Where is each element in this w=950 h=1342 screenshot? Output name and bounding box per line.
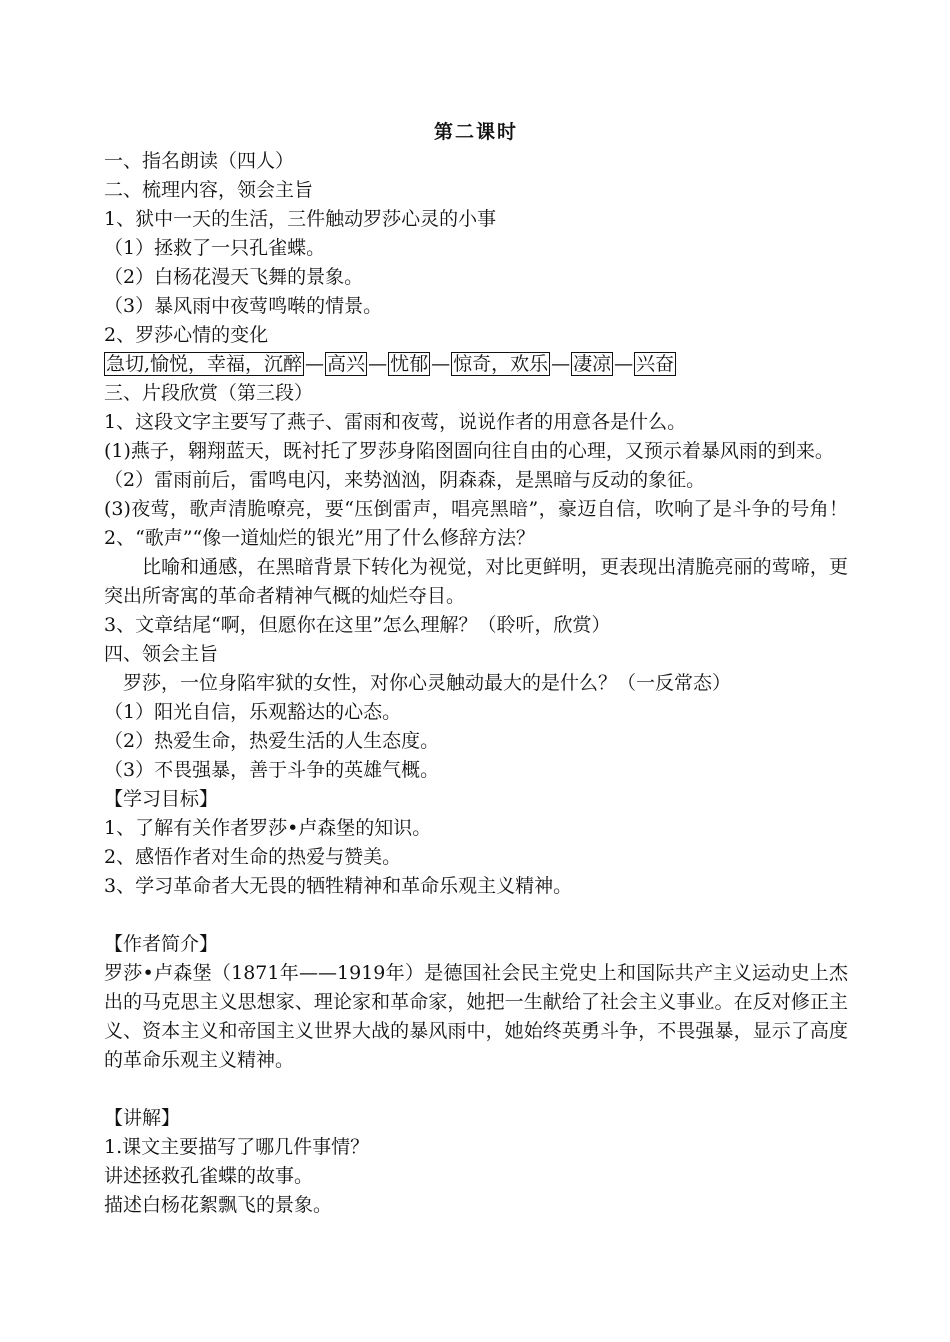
flow-dash: —: [614, 353, 634, 375]
explain-item: 描述白杨花絮飘飞的景象。: [104, 1194, 333, 1216]
mood-box: 兴奋: [636, 353, 675, 375]
section-3-question-1: 1、这段文字主要写了燕子、雷雨和夜莺，说说作者的用意各是什么。: [104, 411, 687, 433]
document-page: [104, 118, 848, 1220]
section-4-question: 罗莎，一位身陷牢狱的女性，对你心灵触动最大的是什么？（一反常态）: [123, 672, 732, 694]
goal-item: 2、感悟作者对生命的热爱与赞美。: [104, 846, 402, 868]
flow-dash: —: [551, 353, 571, 375]
section-4-heading: 四、领会主旨: [104, 643, 219, 665]
flow-dash: —: [368, 353, 388, 375]
list-item: （2）热爱生命，热爱生活的人生态度。: [104, 730, 440, 752]
section-3-question-3: 3、文章结尾“啊，但愿你在这里”怎么理解？（聆听，欣赏）: [104, 614, 611, 636]
list-item: （1）阳光自信，乐观豁达的心态。: [104, 701, 402, 723]
author-heading: 【作者简介】: [104, 933, 219, 955]
explain-item: 讲述拯救孔雀蝶的故事。: [104, 1165, 314, 1187]
list-item: （3）不畏强暴，善于斗争的英雄气概。: [104, 759, 440, 781]
answer-paragraph: (3)夜莺，歌声清脆嘹亮，要“压倒雷声，唱亮黑暗”，豪迈自信，吹响了是斗争的号角！ 2、“歌声”“像一道灿烂的银光”用了什么修辞方法？: [104, 498, 848, 549]
section-3-heading: 三、片段欣赏（第三段）: [104, 382, 314, 404]
list-item: （2）白杨花漫天飞舞的景象。: [104, 266, 364, 288]
mood-box: 凄凉: [573, 353, 612, 375]
explain-item: 1.课文主要描写了哪几件事情？: [104, 1136, 370, 1158]
author-paragraph: 罗莎•卢森堡（1871年——1919年）是德国社会民主党史上和国际共产主义运动史上杰出的马克思主义思想家、理论家和革命家，她把一生献给了社会主义事业。在反对修正主义、资本主义和帝国主义世界大战的暴风雨中，她始终英勇斗争，不畏强暴，显示了高度的革命乐观主义精神。: [104, 962, 848, 1071]
mood-flow: [104, 350, 848, 379]
section-2-point-2: 2、罗莎心情的变化: [104, 324, 269, 346]
flow-dash: —: [305, 353, 325, 375]
mood-box: 忧郁: [390, 353, 429, 375]
list-item: （3）暴风雨中夜莺鸣啭的情景。: [104, 295, 383, 317]
section-2-heading: 二、梳理内容，领会主旨: [104, 179, 314, 201]
spacer: [104, 1075, 848, 1104]
answer-paragraph: （2）雷雨前后，雷鸣电闪，来势汹汹，阴森森，是黑暗与反动的象征。: [104, 469, 706, 491]
spacer: [104, 901, 848, 930]
mood-box: 高兴: [327, 353, 366, 375]
list-item: （1）拯救了一只孔雀蝶。: [104, 237, 326, 259]
explain-heading: 【讲解】: [104, 1107, 181, 1129]
mood-box: 急切,愉悦，幸福，沉醉: [106, 353, 303, 375]
answer-paragraph: (1)燕子，翱翔蓝天，既衬托了罗莎身陷囹圄向往自由的心理，又预示着暴风雨的到来。: [104, 440, 834, 462]
section-1-heading: 一、指名朗读（四人）: [104, 150, 295, 172]
flow-dash: —: [431, 353, 451, 375]
lesson-title: 第二课时: [433, 121, 518, 143]
goal-item: 3、学习革命者大无畏的牺牲精神和革命乐观主义精神。: [104, 875, 573, 897]
mood-box: 惊奇，欢乐: [453, 353, 549, 375]
section-2-point-1: 1、狱中一天的生活，三件触动罗莎心灵的小事: [104, 208, 497, 230]
goal-item: 1、了解有关作者罗莎•卢森堡的知识。: [104, 817, 432, 839]
answer-paragraph: 比喻和通感，在黑暗背景下转化为视觉，对比更鲜明，更表现出清脆亮丽的莺啼，更突出所寄寓的革命者精神气概的灿烂夺目。: [104, 556, 848, 607]
goals-heading: 【学习目标】: [104, 788, 219, 810]
